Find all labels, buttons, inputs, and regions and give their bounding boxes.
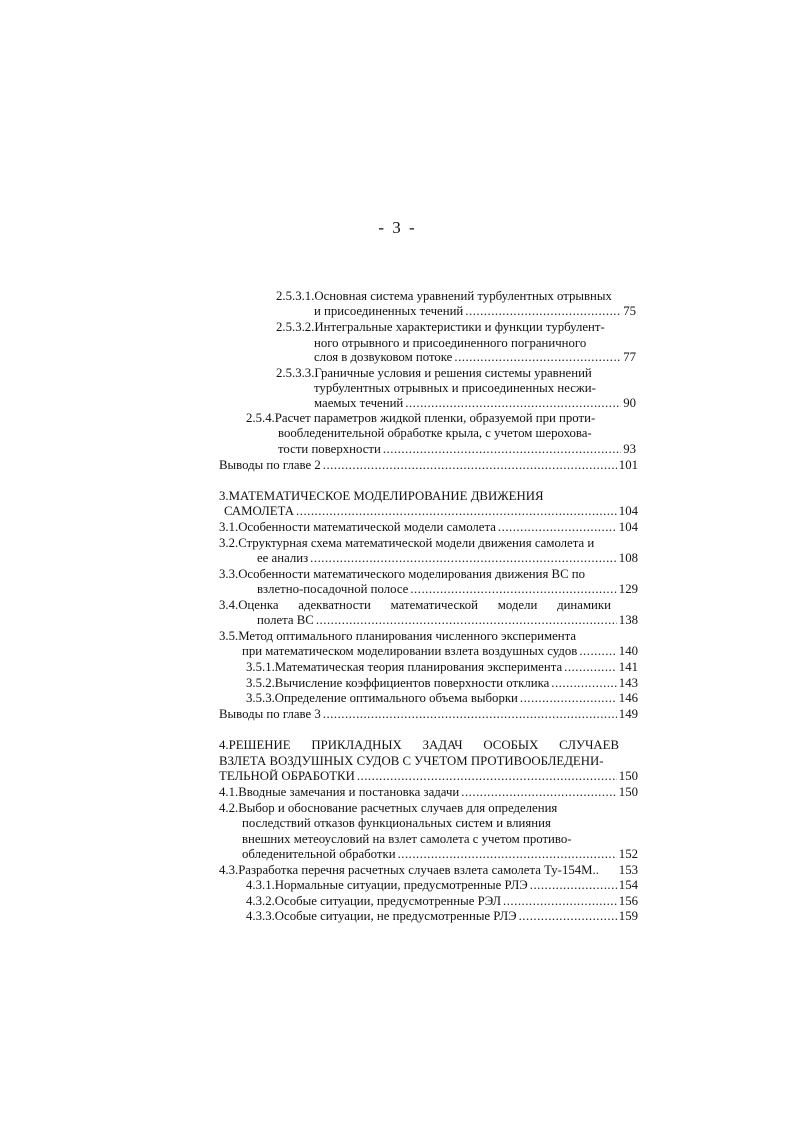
toc-2533-title: маемых течений	[314, 396, 404, 410]
toc-33-page: 129	[618, 582, 638, 596]
toc-43-title: 4.3.Разработка перечня расчетных случаев взлета самолета Ту-154М..	[219, 863, 599, 877]
toc-2531-line2	[314, 303, 636, 319]
toc-ch3-page: 104	[618, 504, 638, 518]
toc-352-page: 143	[618, 676, 638, 690]
toc-ch4-word-3: ЗАДАЧ	[422, 738, 463, 752]
toc-ch4-word-1: 4.РЕШЕНИЕ	[219, 738, 291, 752]
toc-2531-page: 75	[623, 304, 636, 318]
toc-32-page: 108	[618, 551, 638, 565]
toc-2532-page: 77	[623, 350, 636, 364]
toc-41-title: 4.1.Вводные замечания и постановка задачи	[219, 785, 460, 799]
toc-34-word-5: динамики	[557, 598, 611, 612]
toc-34-word-1: 3.4.Оценка	[219, 598, 279, 612]
toc-ch4-word-5: СЛУЧАЕВ	[559, 738, 619, 752]
toc-351-page: 141	[618, 660, 638, 674]
toc-ch4-word-4: ОСОБЫХ	[483, 738, 539, 752]
toc-34-title: полета ВС	[257, 613, 314, 627]
toc-2532-title: слоя в дозвуковом потоке	[314, 350, 453, 364]
toc-33-title: взлетно-посадочной полосе	[257, 582, 409, 596]
toc-ch4-page: 150	[618, 769, 638, 783]
toc-353	[246, 690, 638, 706]
toc-254-line2: вообледенительной обработке крыла, с учетом шерохова-	[278, 426, 592, 440]
toc-254-title: тости поверхности	[278, 442, 381, 456]
toc-31-page: 104	[618, 520, 638, 534]
toc-ch4-line2: ВЗЛЕТА ВОЗДУШНЫХ СУДОВ С УЧЕТОМ ПРОТИВООБЛЕДЕНИ-	[219, 754, 604, 768]
toc-32-line2	[257, 550, 638, 566]
toc-34-word-3: математической	[390, 598, 478, 612]
toc-35-line2	[242, 643, 638, 659]
toc-41-page: 150	[618, 785, 638, 799]
toc-432-title: 4.3.2.Особые ситуации, предусмотренные РЭЛ	[246, 894, 502, 908]
toc-254-page: 93	[623, 442, 636, 456]
toc-352	[246, 675, 638, 691]
toc-42-title: обледенительной обработки	[242, 847, 396, 861]
toc-432-page: 156	[618, 894, 638, 908]
toc-35-line1: 3.5.Метод оптимального планирования численного эксперимента	[219, 629, 577, 643]
toc-431-title: 4.3.1.Нормальные ситуации, предусмотренные РЛЭ	[246, 878, 528, 892]
toc-2533-line2: турбулентных отрывных и присоединенных несжи-	[314, 381, 596, 395]
toc-2533-page: 90	[623, 396, 636, 410]
toc-351-title: 3.5.1.Математическая теория планирования эксперимента	[246, 660, 563, 674]
toc-ch3-title: САМОЛЕТА	[224, 504, 295, 518]
toc-42-line4	[242, 846, 638, 862]
toc-254-line3	[278, 441, 636, 457]
toc-42-line3: внешних метеоусловий на взлет самолета с учетом противо-	[242, 832, 572, 846]
toc-433	[246, 908, 638, 924]
toc-433-title: 4.3.3.Особые ситуации, не предусмотренные РЛЭ	[246, 909, 517, 923]
toc-34-page: 138	[618, 613, 638, 627]
toc-42-line2: последствий отказов функциональных систем и влияния	[242, 816, 551, 830]
toc-353-page: 146	[618, 691, 638, 705]
toc-conc2-title: Выводы по главе 2	[219, 458, 321, 472]
toc-35-title: при математическом моделировании взлета воздушных судов	[242, 644, 578, 658]
toc-43	[219, 862, 638, 878]
toc-ch3-line2	[224, 503, 638, 519]
toc-2533-line3	[314, 395, 636, 411]
toc-2531-title: и присоединенных течений	[314, 304, 464, 318]
toc-353-title: 3.5.3.Определение оптимального объема выборки	[246, 691, 518, 705]
toc-conc3-title: Выводы по главе 3	[219, 707, 321, 721]
toc-2531-line1: 2.5.3.1.Основная система уравнений турбулентных отрывных	[276, 289, 612, 303]
toc-conc2-page: 101	[618, 458, 638, 472]
toc-433-page: 159	[618, 909, 638, 923]
toc-35-page: 140	[618, 644, 638, 658]
toc-432	[246, 893, 638, 909]
toc-ch4-word-2: ПРИКЛАДНЫХ	[311, 738, 402, 752]
toc-42-line1: 4.2.Выбор и обоснование расчетных случаев для определения	[219, 801, 558, 815]
toc-31-title: 3.1.Особенности математической модели самолета	[219, 520, 496, 534]
page-number: - 3 -	[378, 218, 417, 237]
toc-33-line1: 3.3.Особенности математического моделирования движения ВС по	[219, 567, 586, 581]
toc-43-page: 153	[618, 863, 638, 877]
toc-conclusions-3	[219, 706, 638, 722]
toc-2533-line1: 2.5.3.3.Граничные условия и решения системы уравнений	[276, 366, 592, 380]
toc-351	[246, 659, 638, 675]
toc-34-line1	[219, 597, 611, 613]
toc-conclusions-2	[219, 457, 638, 473]
toc-ch4-line3	[219, 768, 638, 784]
toc-41	[219, 784, 638, 800]
toc-34-word-2: адекватности	[298, 598, 371, 612]
toc-33-line2	[257, 581, 638, 597]
toc-254-line1: 2.5.4.Расчет параметров жидкой пленки, образуемой при проти-	[246, 411, 596, 425]
toc-42-page: 152	[618, 847, 638, 861]
toc-34-word-4: модели	[497, 598, 538, 612]
toc-ch4-line1	[219, 737, 619, 753]
toc-32-line1: 3.2.Структурная схема математической модели движения самолета и	[219, 536, 595, 550]
toc-32-title: ее анализ	[257, 551, 309, 565]
toc-34-line2	[257, 612, 638, 628]
toc-431-page: 154	[618, 878, 638, 892]
toc-2532-line3	[314, 349, 636, 365]
toc-2532-line1: 2.5.3.2.Интегральные характеристики и функции турбулент-	[276, 320, 605, 334]
toc-352-title: 3.5.2.Вычисление коэффициентов поверхности отклика	[246, 676, 550, 690]
toc-ch3-line1: 3.МАТЕМАТИЧЕСКОЕ МОДЕЛИРОВАНИЕ ДВИЖЕНИЯ	[219, 489, 544, 503]
toc-ch4-title: ТЕЛЬНОЙ ОБРАБОТКИ	[219, 769, 355, 783]
toc-conc3-page: 149	[618, 707, 638, 721]
toc-431	[246, 877, 638, 893]
toc-2532-line2: ного отрывного и присоединенного пограничного	[314, 336, 587, 350]
toc-31	[219, 519, 638, 535]
